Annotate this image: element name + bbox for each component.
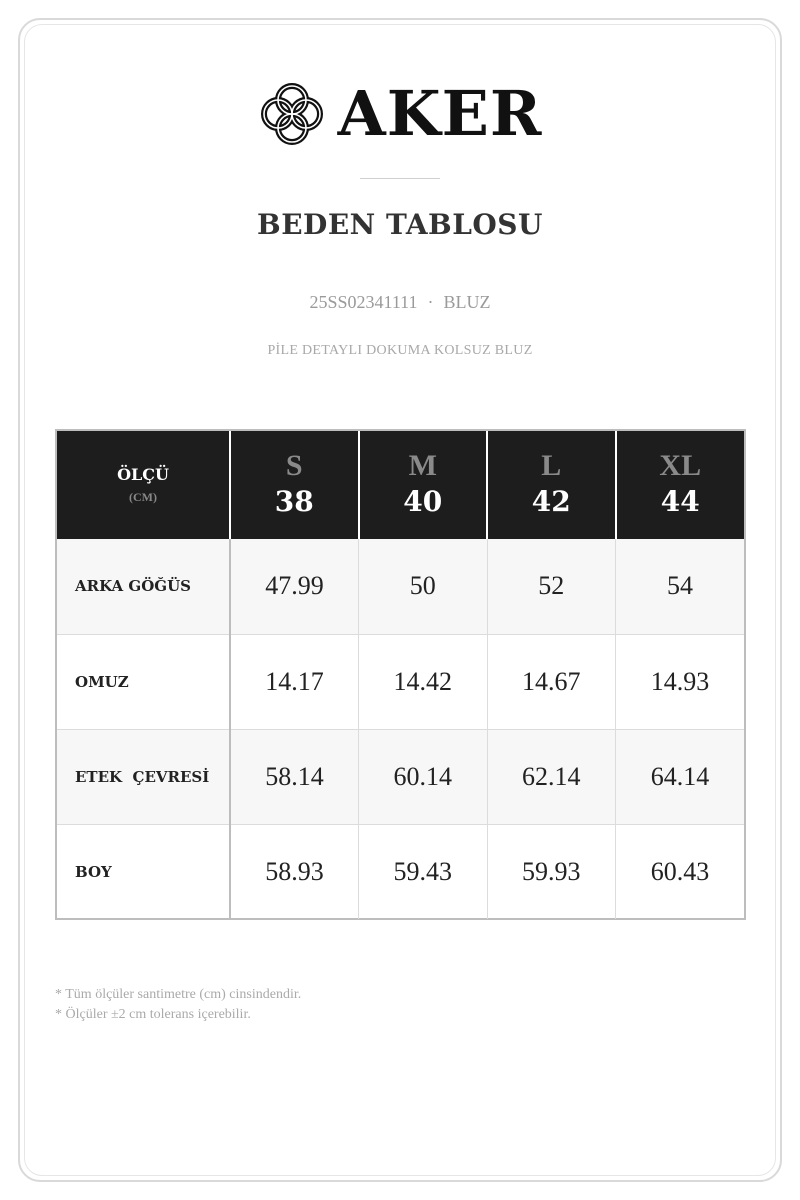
size-number: 40 [403,485,443,519]
table-row-etek-cevresi [57,729,744,824]
row-label: ARKA GÖĞÜS [57,539,230,634]
code-separator: · [427,292,434,312]
row-label: BOY [57,824,230,919]
table-row-omuz [57,634,744,729]
table-cell: 14.42 [359,634,488,729]
measure-header-cell [57,431,230,539]
page-title: BEDEN TABLOSU [257,208,543,241]
table-cell: 62.14 [487,729,616,824]
product-code-line [0,292,800,313]
product-name: PİLE DETAYLI DOKUMA KOLSUZ BLUZ [267,343,533,358]
product-code: 25SS02341111 [309,292,418,312]
size-header-m [359,431,488,539]
row-label: OMUZ [57,634,230,729]
size-header-l [487,431,616,539]
table-cell: 64.14 [616,729,745,824]
measure-header-label: ÖLÇÜ [117,465,169,484]
table-cell: 14.67 [487,634,616,729]
table-cell: 14.17 [230,634,359,729]
size-header-row [57,431,744,539]
knot-emblem-icon [258,80,326,148]
table-cell: 14.93 [616,634,745,729]
size-number: 44 [660,485,700,519]
size-letter: XL [659,449,702,483]
table-cell: 60.43 [616,824,745,919]
table-cell: 54 [616,539,745,634]
table-cell: 47.99 [230,539,359,634]
footnotes [55,985,301,1025]
footnote: * Ölçüler ±2 cm tolerans içerebilir. [55,1007,251,1022]
title-divider [360,178,440,179]
size-number: 42 [531,485,571,519]
size-letter: M [408,449,437,483]
footnote: * Tüm ölçüler santimetre (cm) cinsindendir. [55,987,302,1002]
size-header-xl [616,431,745,539]
table-cell: 58.14 [230,729,359,824]
size-header-s [230,431,359,539]
table-cell: 50 [359,539,488,634]
table-row-boy [57,824,744,919]
table-row-arka-gogus [57,539,744,634]
measure-header-unit: (CM) [129,490,157,504]
size-number: 38 [274,485,314,519]
table-cell: 59.93 [487,824,616,919]
brand-logo [0,78,800,150]
row-label: ETEK ÇEVRESİ [57,729,230,824]
product-category: BLUZ [443,292,491,312]
size-letter: S [285,449,303,483]
table-cell: 52 [487,539,616,634]
table-cell: 58.93 [230,824,359,919]
size-chart-table [55,429,746,920]
table-cell: 60.14 [359,729,488,824]
table-cell: 59.43 [359,824,488,919]
brand-name: AKER [337,77,543,150]
size-letter: L [541,449,562,483]
